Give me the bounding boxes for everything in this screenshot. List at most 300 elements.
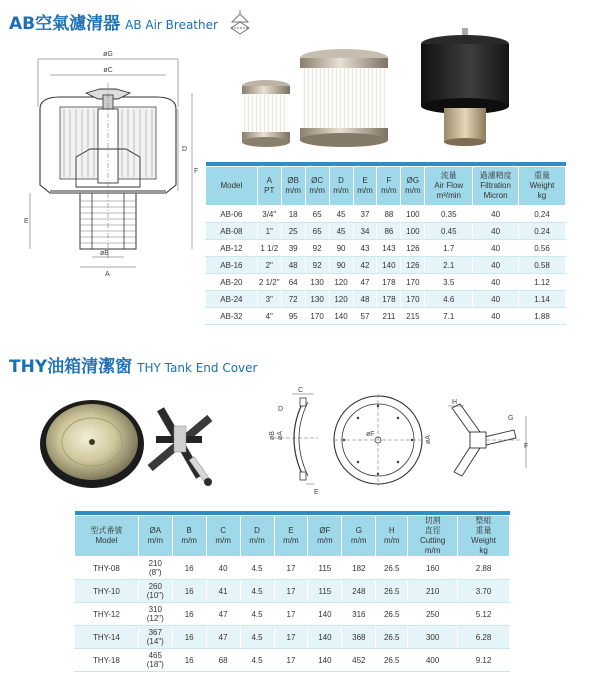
ab-header-text: 重量 — [534, 171, 551, 180]
cell-text: 26.5 — [383, 563, 400, 573]
table-cell: 40 — [473, 206, 519, 223]
table-cell — [138, 580, 172, 603]
table-cell: AB-16 — [206, 257, 258, 274]
thy-dim-a2: øA — [425, 435, 432, 444]
thy-bracket-drawing — [438, 392, 534, 488]
thy-header-text: E — [288, 526, 294, 535]
thy-column-header — [172, 516, 206, 557]
cell-text: 4.5 — [251, 655, 263, 665]
cell-text: 310 — [148, 605, 162, 614]
table-cell: 1.7 — [425, 240, 473, 257]
table-cell: 40 — [473, 274, 519, 291]
table-row — [75, 649, 510, 672]
table-cell: 100 — [401, 223, 425, 240]
table-cell: 92 — [305, 257, 329, 274]
ab-header-text: ØG — [406, 176, 420, 185]
cell-text: 5.12 — [475, 609, 492, 619]
table-cell: 140 — [329, 308, 353, 325]
medium-filter-photo — [300, 49, 388, 147]
ab-header-text: Weight — [529, 181, 555, 190]
table-cell — [376, 580, 408, 603]
table-cell: 3" — [257, 291, 281, 308]
thy-title-cn: THY油箱清潔窗 — [9, 357, 133, 377]
ab-header-text: 過濾精度 — [479, 171, 512, 180]
ab-column-header — [401, 167, 425, 206]
table-cell: 120 — [329, 291, 353, 308]
ab-header-text: ØB — [287, 176, 299, 185]
thy-header-text: m/m — [283, 536, 299, 545]
ab-column-header — [425, 167, 473, 206]
thy-header-row — [75, 516, 510, 557]
table-cell: 7.1 — [425, 308, 473, 325]
cell-text: (8") — [148, 568, 162, 577]
table-cell — [75, 603, 139, 626]
cell-text: 115 — [318, 563, 332, 573]
table-cell: AB-12 — [206, 240, 258, 257]
table-cell: 4.6 — [425, 291, 473, 308]
thy-dim-ff: F — [524, 443, 529, 450]
table-cell — [308, 649, 342, 672]
ab-header-text: D — [338, 176, 344, 185]
table-cell — [458, 580, 510, 603]
cell-text: 16 — [184, 563, 194, 573]
table-cell — [342, 649, 376, 672]
cell-text: 17 — [286, 609, 296, 619]
cell-text: 17 — [286, 655, 296, 665]
thy-column-header — [342, 516, 376, 557]
table-cell — [206, 603, 240, 626]
cell-text: 210 — [425, 586, 440, 596]
cell-text: 4.5 — [251, 563, 263, 573]
cell-text: (14") — [146, 637, 164, 646]
table-cell: 140 — [377, 257, 401, 274]
ab-header-text: A — [266, 176, 272, 185]
table-cell — [408, 649, 458, 672]
table-cell — [376, 649, 408, 672]
table-cell — [458, 557, 510, 580]
table-cell — [342, 557, 376, 580]
table-cell: AB-08 — [206, 223, 258, 240]
table-cell: 65 — [305, 206, 329, 223]
table-cell: 1.14 — [519, 291, 566, 308]
ab-header-text: m/m — [357, 186, 373, 195]
table-cell: 178 — [377, 274, 401, 291]
table-cell — [206, 649, 240, 672]
thy-dim-a: øA — [277, 431, 284, 440]
table-cell — [408, 580, 458, 603]
table-cell — [458, 626, 510, 649]
table-cell: 170 — [401, 274, 425, 291]
table-cell — [342, 626, 376, 649]
table-cell — [172, 603, 206, 626]
table-cell: 92 — [305, 240, 329, 257]
thy-column-header — [75, 516, 139, 557]
thy-column-header — [376, 516, 408, 557]
table-cell — [240, 557, 274, 580]
cell-text: (10") — [146, 591, 164, 600]
table-cell: 40 — [473, 257, 519, 274]
thy-header-text: m/m — [351, 536, 367, 545]
table-cell: AB-06 — [206, 206, 258, 223]
table-cell — [75, 557, 139, 580]
table-cell: 2.1 — [425, 257, 473, 274]
table-row — [206, 274, 566, 291]
thy-column-header — [274, 516, 308, 557]
table-cell: 0.45 — [425, 223, 473, 240]
thy-column-header — [458, 516, 510, 557]
ab-column-header — [281, 167, 305, 206]
table-cell — [206, 626, 240, 649]
ab-title-cn: AB空氣濾清器 — [9, 14, 121, 34]
thy-header-text: H — [388, 526, 395, 535]
cell-text: 17 — [286, 586, 296, 596]
table-row — [75, 557, 510, 580]
cell-text: 47 — [218, 609, 228, 619]
ab-header-text: m/m — [285, 186, 301, 195]
table-cell: 45 — [329, 223, 353, 240]
table-cell — [458, 649, 510, 672]
cell-text: 260 — [148, 582, 162, 591]
table-cell: 3.5 — [425, 274, 473, 291]
table-cell: 4" — [257, 308, 281, 325]
thy-header-text: m/m — [147, 536, 164, 545]
thy-header-text: Cutting — [419, 536, 446, 545]
thy-header-text: m/m — [181, 536, 197, 545]
table-cell: 0.24 — [519, 223, 566, 240]
table-cell: 48 — [281, 257, 305, 274]
cell-text: 4.5 — [251, 609, 263, 619]
cell-text: 17 — [286, 632, 296, 642]
ab-header-text: Micron — [483, 191, 508, 200]
table-cell — [342, 580, 376, 603]
thy-header-text: 直徑 — [424, 526, 441, 535]
black-breather-photo — [421, 28, 509, 146]
table-cell: 47 — [353, 274, 377, 291]
table-cell — [75, 649, 139, 672]
table-cell: 65 — [305, 223, 329, 240]
table-cell: 40 — [473, 240, 519, 257]
table-cell: 40 — [473, 223, 519, 240]
cell-text: 6.28 — [475, 632, 492, 642]
table-cell — [308, 580, 342, 603]
cell-text: 41 — [218, 586, 228, 596]
table-cell — [408, 626, 458, 649]
cell-text: THY-10 — [92, 586, 120, 596]
ab-section-drawing — [20, 45, 200, 280]
cell-text: 248 — [352, 586, 366, 596]
ab-header-text: m/m — [381, 186, 397, 195]
thy-column-header — [308, 516, 342, 557]
cell-text: 2.88 — [475, 563, 492, 573]
table-cell: 18 — [281, 206, 305, 223]
ab-column-header — [519, 167, 566, 206]
table-cell — [206, 557, 240, 580]
table-cell: 1" — [257, 223, 281, 240]
cell-text: 40 — [218, 563, 228, 573]
table-cell: 72 — [281, 291, 305, 308]
table-row — [75, 580, 510, 603]
cell-text: 368 — [352, 632, 366, 642]
table-row — [75, 626, 510, 649]
ab-dim-b: øB — [100, 250, 109, 257]
table-cell — [376, 557, 408, 580]
thy-column-header — [408, 516, 458, 557]
table-cell — [274, 580, 308, 603]
table-cell: 90 — [329, 240, 353, 257]
table-cell — [172, 626, 206, 649]
table-cell: 100 — [401, 206, 425, 223]
cell-text: 17 — [286, 563, 296, 573]
ab-column-header — [206, 167, 258, 206]
ab-dim-c: øC — [103, 67, 113, 74]
cell-text: 140 — [318, 655, 332, 665]
table-cell: 45 — [329, 206, 353, 223]
ab-header-text: m/m — [309, 186, 325, 195]
table-cell: 178 — [377, 291, 401, 308]
ab-header-text: PT — [264, 186, 275, 195]
thy-header-text: m/m — [215, 536, 231, 545]
thy-bracket-photo — [146, 398, 234, 490]
table-cell: 0.35 — [425, 206, 473, 223]
thy-cover-photo — [38, 398, 146, 490]
table-cell — [75, 626, 139, 649]
cell-text: 140 — [318, 609, 332, 619]
thy-header-text: 整組 — [475, 516, 492, 525]
table-cell — [376, 626, 408, 649]
table-cell — [308, 557, 342, 580]
ab-column-header — [329, 167, 353, 206]
cell-text: 250 — [425, 609, 440, 619]
ab-header-text: kg — [537, 191, 547, 200]
table-cell: 170 — [401, 291, 425, 308]
thy-header-text: 重量 — [475, 526, 492, 535]
table-cell: 0.24 — [519, 206, 566, 223]
thy-column-header — [138, 516, 172, 557]
table-cell — [138, 603, 172, 626]
table-cell — [240, 603, 274, 626]
ab-spec-table — [205, 162, 566, 325]
cell-text: 26.5 — [383, 586, 400, 596]
table-cell: 42 — [353, 257, 377, 274]
table-cell — [75, 580, 139, 603]
table-cell: 90 — [329, 257, 353, 274]
table-row — [206, 240, 566, 257]
ab-header-text: F — [386, 176, 392, 185]
thy-dim-c: C — [298, 387, 304, 394]
table-cell: 40 — [473, 308, 519, 325]
table-cell: 88 — [377, 206, 401, 223]
table-cell — [308, 603, 342, 626]
cell-text: 400 — [425, 655, 440, 665]
thy-title — [9, 352, 257, 377]
table-cell — [172, 649, 206, 672]
ab-header-text: Air Flow — [434, 181, 464, 190]
thy-side-drawing — [262, 380, 328, 496]
cell-text: 367 — [148, 628, 162, 637]
thy-header-text: 切割 — [424, 516, 441, 525]
ab-column-header — [305, 167, 329, 206]
cell-text: 160 — [425, 563, 440, 573]
cell-text: 115 — [318, 586, 332, 596]
table-cell — [274, 649, 308, 672]
cell-text: 16 — [184, 632, 194, 642]
cell-text: 68 — [218, 655, 228, 665]
table-cell: 130 — [305, 291, 329, 308]
table-cell: 48 — [353, 291, 377, 308]
ab-header-text: 流量 — [440, 171, 457, 180]
ab-dim-e: E — [24, 218, 29, 225]
cell-text: 26.5 — [383, 655, 400, 665]
table-row — [206, 257, 566, 274]
table-cell — [240, 649, 274, 672]
table-cell: 37 — [353, 206, 377, 223]
table-cell: 1.88 — [519, 308, 566, 325]
table-row — [206, 291, 566, 308]
table-cell: 43 — [353, 240, 377, 257]
thy-header-text: m/m — [317, 536, 333, 545]
table-cell — [408, 557, 458, 580]
table-cell — [308, 626, 342, 649]
thy-header-text: m/m — [383, 536, 400, 545]
table-cell — [240, 626, 274, 649]
thy-header-text: m/m — [424, 546, 441, 555]
thy-dim-b: øB — [269, 431, 276, 440]
table-cell — [274, 603, 308, 626]
table-cell: AB-20 — [206, 274, 258, 291]
ab-header-text: ØC — [311, 176, 324, 185]
ab-dim-d: D — [182, 146, 188, 153]
table-cell — [172, 580, 206, 603]
table-cell: 126 — [401, 257, 425, 274]
table-cell: 143 — [377, 240, 401, 257]
table-cell: 40 — [473, 291, 519, 308]
thy-column-header — [206, 516, 240, 557]
cell-text: 316 — [352, 609, 366, 619]
thy-header-text: Model — [95, 536, 118, 545]
table-cell: 2" — [257, 257, 281, 274]
table-cell: 1.12 — [519, 274, 566, 291]
ab-title-en: AB Air Breather — [125, 18, 218, 32]
table-cell: 211 — [377, 308, 401, 325]
table-cell: 130 — [305, 274, 329, 291]
cell-text: 47 — [218, 632, 228, 642]
table-cell: 86 — [377, 223, 401, 240]
table-cell: 25 — [281, 223, 305, 240]
cell-text: 26.5 — [383, 609, 400, 619]
table-cell: AB-24 — [206, 291, 258, 308]
thy-header-text: B — [186, 526, 192, 535]
cell-text: 210 — [148, 559, 162, 568]
cell-text: THY-12 — [92, 609, 120, 619]
thy-header-text: C — [220, 526, 226, 535]
thy-dim-e: E — [314, 489, 319, 496]
ab-header-row — [206, 167, 566, 206]
table-cell — [408, 603, 458, 626]
table-cell — [376, 603, 408, 626]
thy-header-text: 型式番號 — [90, 526, 123, 535]
table-cell: 170 — [305, 308, 329, 325]
cell-text: 452 — [352, 655, 366, 665]
thy-dim-f: øF — [366, 431, 375, 438]
table-cell — [138, 626, 172, 649]
table-cell — [138, 557, 172, 580]
thy-header-text: ØF — [319, 526, 331, 535]
ab-dim-a: A — [105, 271, 110, 278]
cell-text: 4.5 — [251, 586, 263, 596]
thy-header-text: Weight — [471, 536, 496, 545]
ab-header-text: Model — [220, 181, 243, 190]
table-cell — [274, 557, 308, 580]
table-cell — [138, 649, 172, 672]
ab-dim-g: øG — [103, 51, 113, 58]
cell-text: (12") — [146, 614, 164, 623]
thy-column-header — [240, 516, 274, 557]
cell-text: THY-18 — [92, 655, 120, 665]
cell-text: 4.5 — [251, 632, 263, 642]
ab-header-text: Filtration — [480, 181, 511, 190]
table-cell — [274, 626, 308, 649]
table-cell: 120 — [329, 274, 353, 291]
table-cell: 215 — [401, 308, 425, 325]
table-row — [206, 223, 566, 240]
thy-spec-table — [74, 511, 510, 672]
cell-text: THY-08 — [92, 563, 120, 573]
ab-dim-f: F — [194, 168, 199, 175]
ab-column-header — [473, 167, 519, 206]
table-cell — [458, 603, 510, 626]
ab-header-text: m/m — [333, 186, 349, 195]
thy-header-text: ØA — [149, 526, 162, 535]
thy-header-text: m/m — [249, 536, 265, 545]
table-cell — [240, 580, 274, 603]
table-cell: 0.56 — [519, 240, 566, 257]
table-cell: 39 — [281, 240, 305, 257]
cell-text: THY-14 — [92, 632, 120, 642]
table-cell — [342, 603, 376, 626]
table-row — [206, 308, 566, 325]
table-cell: 57 — [353, 308, 377, 325]
ab-title — [9, 9, 251, 40]
table-cell: AB-32 — [206, 308, 258, 325]
thy-header-text: kg — [479, 546, 488, 555]
table-cell — [172, 557, 206, 580]
small-filter-photo — [242, 80, 290, 147]
ab-header-text: m³/min — [436, 191, 461, 200]
thy-dim-d: D — [278, 406, 284, 413]
ab-column-header — [257, 167, 281, 206]
thy-front-drawing — [330, 390, 430, 490]
cell-text: 140 — [318, 632, 332, 642]
cell-text: (18") — [146, 660, 164, 669]
cell-text: 3.70 — [475, 586, 492, 596]
table-cell: 0.58 — [519, 257, 566, 274]
ab-product-photos — [240, 28, 530, 156]
table-cell: 34 — [353, 223, 377, 240]
thy-dim-h: H — [452, 399, 458, 406]
table-cell: 2 1/2" — [257, 274, 281, 291]
ab-header-text: E — [362, 176, 368, 185]
cell-text: 16 — [184, 586, 194, 596]
table-cell: 3/4" — [257, 206, 281, 223]
table-cell — [206, 580, 240, 603]
table-cell: 126 — [401, 240, 425, 257]
thy-dim-g: G — [508, 415, 514, 422]
table-cell: 1 1/2 — [257, 240, 281, 257]
ab-column-header — [377, 167, 401, 206]
ab-header-text: m/m — [405, 186, 421, 195]
ab-column-header — [353, 167, 377, 206]
table-cell: 64 — [281, 274, 305, 291]
